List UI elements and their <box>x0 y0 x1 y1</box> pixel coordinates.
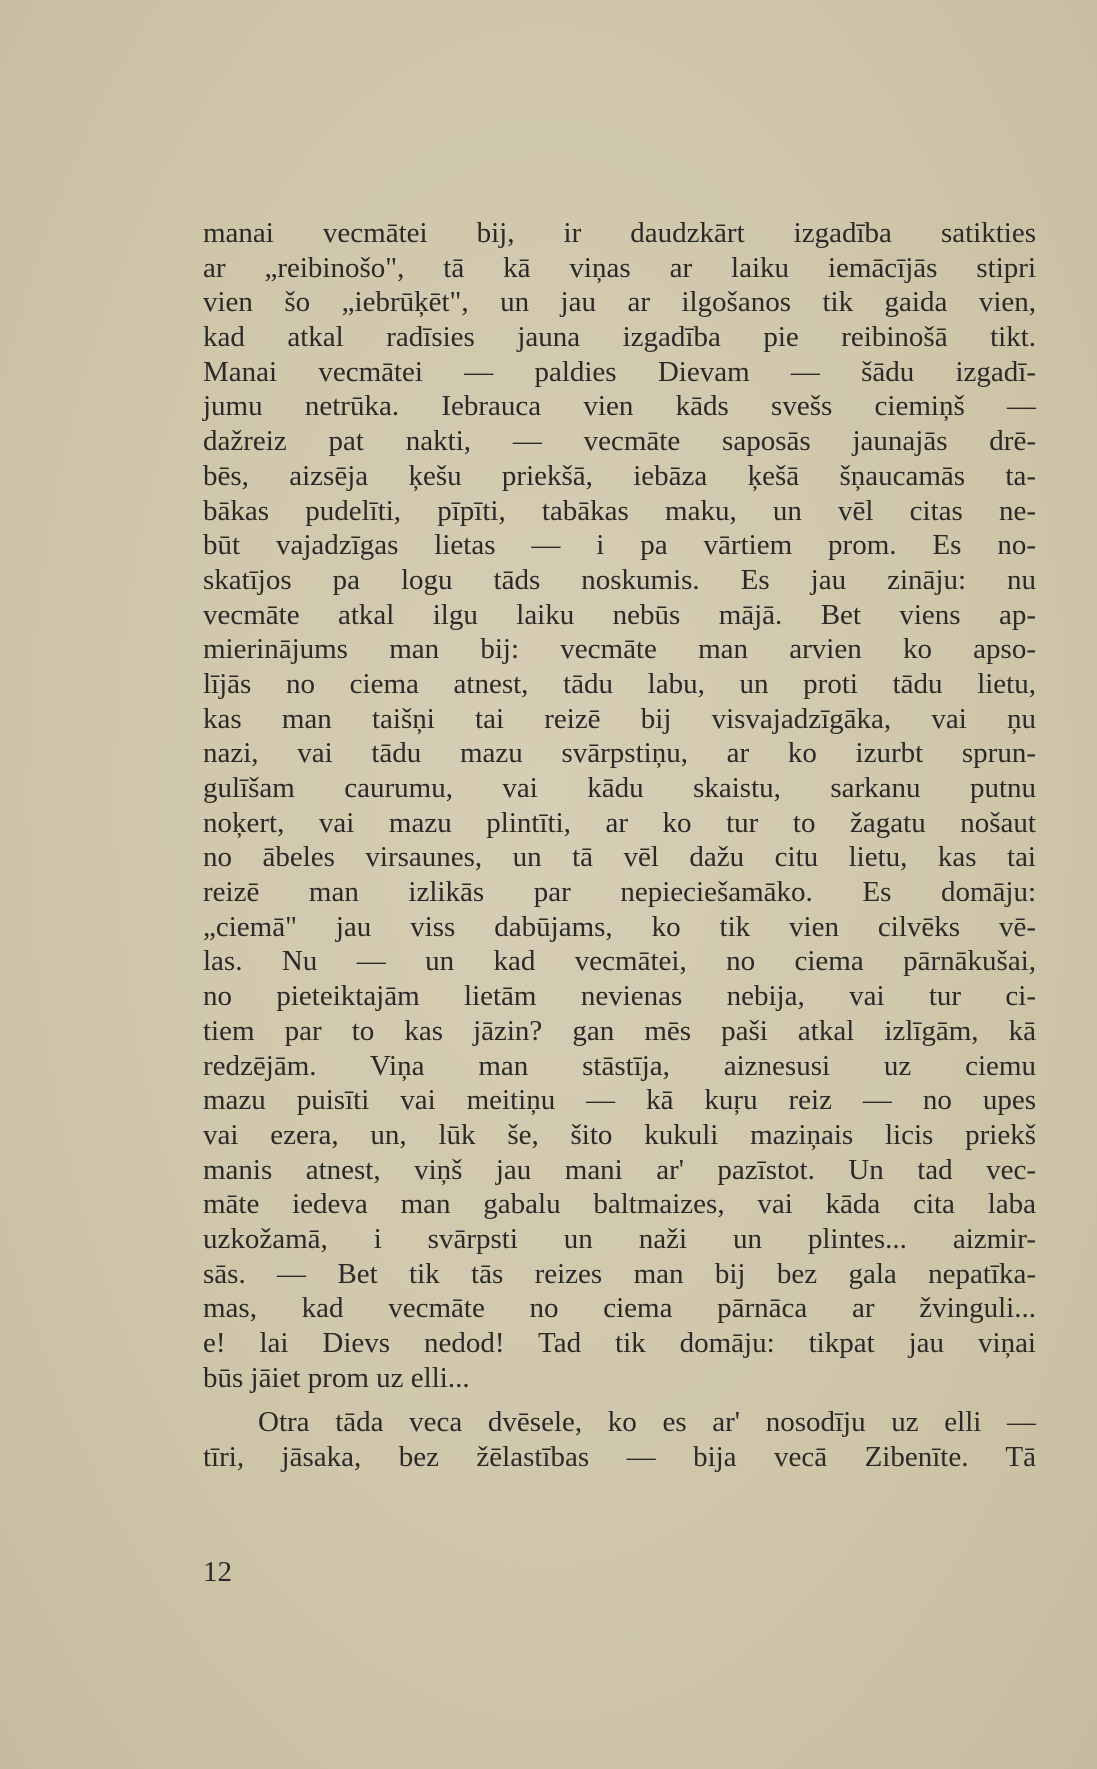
text-line: māte iedeva man gabalu baltmaizes, vai kāda cita laba <box>203 1188 1036 1221</box>
text-line: ar „reibinošo", tā kā viņas ar laiku iemācījās stipri <box>203 251 1036 284</box>
text-line: uzkožamā, i svārpsti un naži un plintes... aizmir- <box>203 1222 1036 1255</box>
text-line: Manai vecmātei — paldies Dievam — šādu izgadī- <box>203 355 1036 388</box>
text-line: manis atnest, viņš jau mani ar' pazīstot. Un tad vec- <box>203 1153 1036 1186</box>
text-line: „ciemā" jau viss dabūjams, ko tik vien cilvēks vē- <box>203 910 1036 943</box>
text-line: Otra tāda veca dvēsele, ko es ar' nosodīju uz elli — <box>258 1406 1036 1439</box>
text-line: bākas pudelīti, pīpīti, tabākas maku, un vēl citas ne- <box>203 494 1036 527</box>
text-line: būt vajadzīgas lietas — i pa vārtiem prom. Es no- <box>203 529 1036 562</box>
text-line: mierinājums man bij: vecmāte man arvien ko apso- <box>203 633 1036 666</box>
text-line: gulīšam caurumu, vai kādu skaistu, sarkanu putnu <box>203 772 1036 804</box>
text-line: no ābeles virsaunes, un tā vēl dažu citu lietu, kas tai <box>203 841 1036 874</box>
page-text <box>203 216 1036 1475</box>
text-line: redzējām. Viņa man stāstīja, aiznesusi uz ciemu <box>203 1049 1036 1082</box>
text-line: vai ezera, un, lūk še, šito kukuli maziņais licis priekš <box>203 1118 1036 1151</box>
text-line: tiem par to kas jāzin? gan mēs paši atkal izlīgām, kā <box>203 1014 1036 1047</box>
text-line: vien šo „iebrūķēt", un jau ar ilgošanos tik gaida vien, <box>203 286 1036 319</box>
text-line: dažreiz pat nakti, — vecmāte saposās jaunajās drē- <box>203 425 1036 458</box>
paragraph <box>203 1405 1036 1474</box>
text-line: sās. — Bet tik tās reizes man bij bez gala nepatīka- <box>203 1257 1036 1290</box>
text-line: manai vecmātei bij, ir daudzkārt izgadība satikties <box>203 217 1036 249</box>
text-line: būs jāiet prom uz elli... <box>203 1361 470 1394</box>
text-line: las. Nu — un kad vecmātei, no ciema pārnākušai, <box>203 945 1036 978</box>
text-line: reizē man izlikās par nepieciešamāko. Es domāju: <box>203 876 1036 909</box>
paragraph <box>203 216 1036 1395</box>
text-line: mas, kad vecmāte no ciema pārnāca ar žvinguli... <box>203 1292 1036 1325</box>
text-line: jumu netrūka. Iebrauca vien kāds svešs ciemiņš — <box>203 390 1036 423</box>
text-line: bēs, aizsēja ķešu priekšā, iebāza ķešā šņaucamās ta- <box>203 459 1036 492</box>
paragraph-gap <box>203 1395 1036 1405</box>
text-line: vecmāte atkal ilgu laiku nebūs mājā. Bet viens ap- <box>203 598 1036 631</box>
text-line: tīri, jāsaka, bez žēlastības — bija vecā Zibenīte. Tā <box>203 1441 1036 1474</box>
text-line: mazu puisīti vai meitiņu — kā kuŗu reiz — no upes <box>203 1084 1036 1117</box>
text-line: noķert, vai mazu plintīti, ar ko tur to žagatu nošaut <box>203 806 1036 839</box>
text-line: skatījos pa logu tāds noskumis. Es jau zināju: nu <box>203 563 1036 596</box>
page-number: 12 <box>203 1556 232 1588</box>
text-line: nazi, vai tādu mazu svārpstiņu, ar ko izurbt sprun- <box>203 737 1036 770</box>
text-line: e! lai Dievs nedod! Tad tik domāju: tikpat jau viņai <box>203 1327 1036 1359</box>
text-line: kas man taišņi tai reizē bij visvajadzīgāka, vai ņu <box>203 702 1036 735</box>
text-line: no pieteiktajām lietām nevienas nebija, vai tur ci- <box>203 980 1036 1013</box>
text-line: lījās no ciema atnest, tādu labu, un proti tādu lietu, <box>203 667 1036 700</box>
text-line: kad atkal radīsies jauna izgadība pie reibinošā tikt. <box>203 321 1036 354</box>
